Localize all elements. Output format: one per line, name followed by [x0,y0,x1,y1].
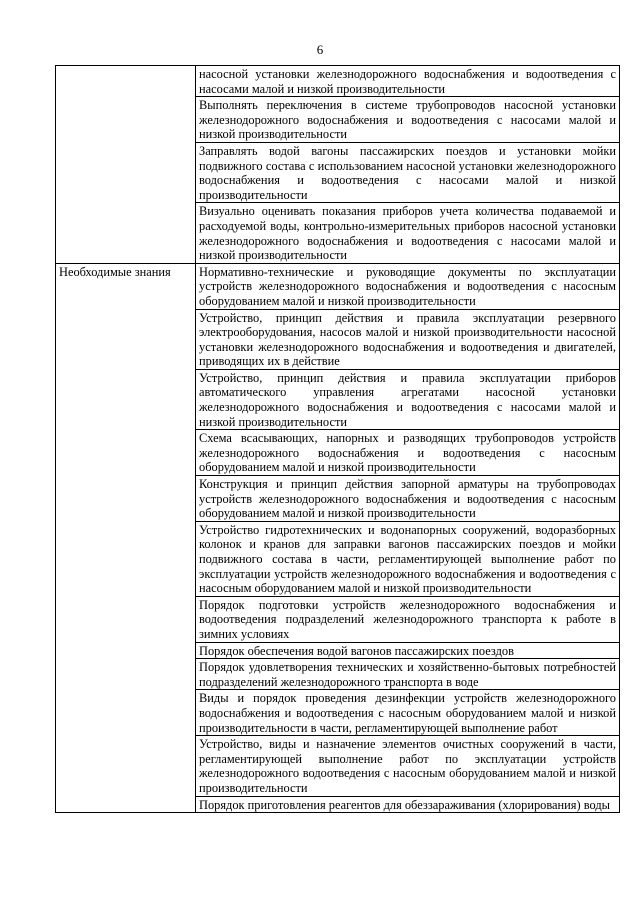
table-cell-item: Конструкция и принцип действия запорной арматуры на трубопроводах устройств железнодорожного водоснабжения и водоотведения с насосным оборудованием малой и низкой производительности [196,476,620,522]
table-row [56,263,620,309]
page-number: 6 [316,42,324,57]
table-cell-item: Визуально оценивать показания приборов учета количества подаваемой и расходуемой воды, контрольно-измерительных приборов насосной установки железнодорожного водоснабжения и водоотведения с насосами малой и низкой производительности [196,203,620,263]
table-cell-item: Устройство, принцип действия и правила эксплуатации резервного электрооборудования, насосов малой и низкой производительности насосной установки железнодорожного водоснабжения и водоотведения и двигателей, приводящих их в действие [196,309,620,369]
table-cell-item: Устройство, виды и назначение элементов очистных сооружений в части, регламентирующей выполнение работ по эксплуатации устройств железнодорожного водоотведения с насосным оборудованием малой и низкой производительности [196,736,620,796]
table-cell-item: Заправлять водой вагоны пассажирских поездов и установки мойки подвижного состава с использованием насосной установки железнодорожного водоснабжения и водоотведения с насосами малой и низкой производительности [196,142,620,202]
section-label-cell [56,66,196,264]
table-cell-item: Порядок приготовления реагентов для обеззараживания (хлорирования) воды [196,796,620,813]
requirements-table [55,65,620,813]
table-cell-item: Виды и порядок проведения дезинфекции устройств железнодорожного водоснабжения и водоотведения с насосным оборудованием малой и низкой производительности в части, регламентирующей выполнение работ [196,690,620,736]
table-cell-item: Схема всасывающих, напорных и разводящих трубопроводов устройств железнодорожного водоснабжения и водоотведения с насосным оборудованием малой и низкой производительности [196,430,620,476]
section-label-cell: Необходимые знания [56,263,196,812]
table-cell-item: Устройство, принцип действия и правила эксплуатации приборов автоматического управления агрегатами насосной установки железнодорожного водоснабжения и водоотведения с насосами малой и низкой производительности [196,369,620,429]
table-cell-item: Порядок подготовки устройств железнодорожного водоснабжения и водоотведения подразделений железнодорожного транспорта к работе в зимних условиях [196,596,620,642]
table-cell-item: Устройство гидротехнических и водонапорных сооружений, водоразборных колонок и кранов для заправки вагонов пассажирских поездов и мойки подвижного состава в части, регламентирующей выполнение работ по эксплуатации устройств железнодорожного водоснабжения и водоотведения с насосным оборудованием малой и низкой производительности [196,521,620,596]
table-cell-item: Порядок обеспечения водой вагонов пассажирских поездов [196,642,620,659]
table-cell-item: насосной установки железнодорожного водоснабжения и водоотведения с насосами малой и низкой производительности [196,66,620,97]
table-cell-item: Порядок удовлетворения технических и хозяйственно-бытовых потребностей подразделений железнодорожного транспорта в воде [196,659,620,690]
table-cell-item: Нормативно-технические и руководящие документы по эксплуатации устройств железнодорожного водоснабжения и водоотведения с насосным оборудованием малой и низкой производительности [196,263,620,309]
table-cell-item: Выполнять переключения в системе трубопроводов насосной установки железнодорожного водоснабжения и водоотведения с насосами малой и низкой производительности [196,97,620,143]
table-row [56,66,620,97]
